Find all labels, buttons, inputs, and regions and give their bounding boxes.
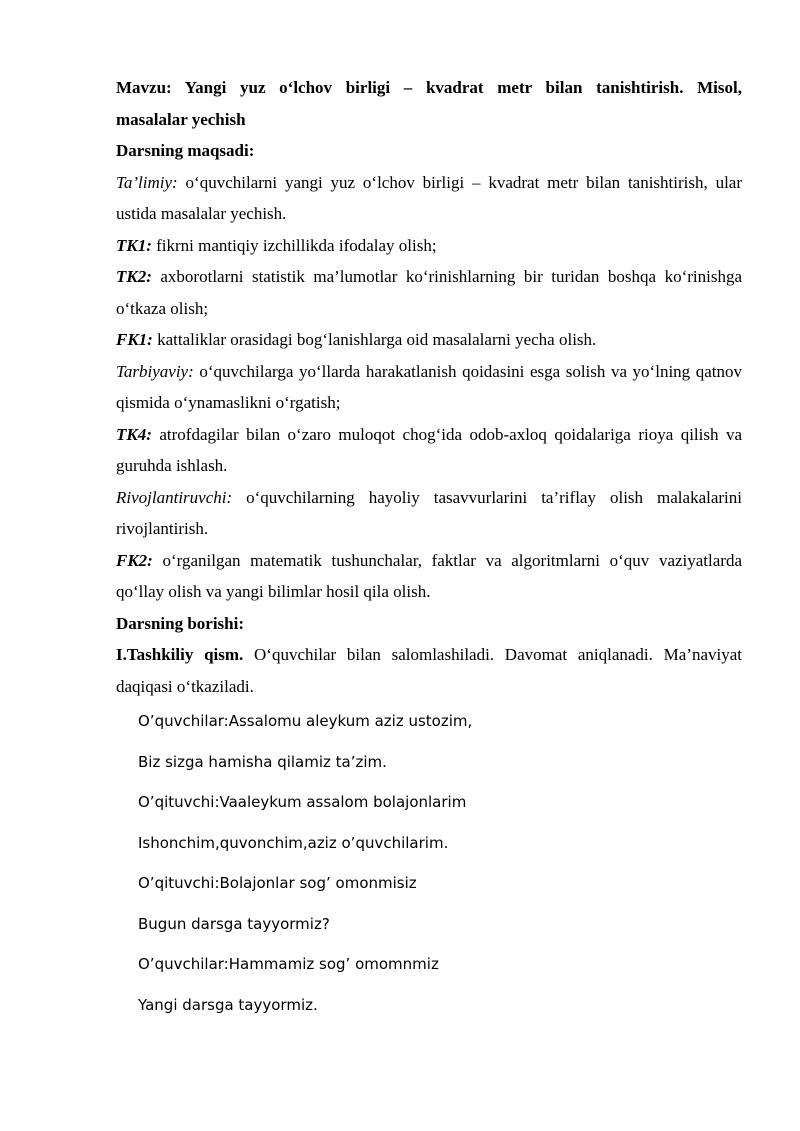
- goal-label: TK4:: [116, 424, 152, 444]
- goal-label: Rivojlantiruvchi:: [116, 487, 233, 507]
- goal-label: Ta’limiy:: [116, 172, 178, 192]
- goal-text: atrofdagilar bilan o‘zaro muloqot chog‘ida odob-axloq qoidalariga rioya qilish va guruhda ishlash.: [116, 424, 742, 475]
- goal-label: TK1:: [116, 235, 152, 255]
- goal-text: o‘quvchilarni yangi yuz o‘lchov birligi – kvadrat metr bilan tanishtirish, ular ustida masalalar yechish.: [116, 172, 742, 223]
- greeting-dialog: [116, 708, 742, 1032]
- goal-text: fikrni mantiqiy izchillikda ifodalay olish;: [151, 235, 437, 255]
- goal-tk2: [116, 261, 742, 324]
- goal-fk1: [116, 324, 742, 356]
- dialog-line: O’quvchilar:Hammamiz sog’ omomnmiz: [138, 955, 439, 973]
- dialog-line: Bugun darsga tayyormiz?: [138, 914, 330, 933]
- dialog-line: Ishonchim,quvonchim,aziz o’quvchilarim.: [138, 833, 449, 852]
- dialog-line: Biz sizga hamisha qilamiz ta’zim.: [138, 752, 387, 771]
- dialog-line: Yangi darsga tayyormiz.: [138, 995, 318, 1014]
- goal-developmental: [116, 482, 742, 545]
- lesson-title-line2: masalalar yechish: [116, 109, 246, 129]
- goal-tk1: [116, 230, 742, 262]
- goal-upbringing: [116, 356, 742, 419]
- document-page: [116, 72, 742, 1032]
- dialog-line: O’quvchilar:Assalomu aleykum aziz ustozim,: [138, 712, 473, 730]
- process-heading: Darsning borishi:: [116, 613, 244, 633]
- goal-text: o‘quvchilarga yo‘llarda harakatlanish qoidasini esga solish va yo‘lning qatnov qismida o‘ynamaslikni o‘rgatish;: [116, 361, 742, 412]
- goal-text: kattaliklar orasidagi bog‘lanishlarga oid masalalarni yecha olish.: [152, 330, 597, 349]
- goal-heading: Darsning maqsadi:: [116, 141, 255, 160]
- org-part-label: I.Tashkiliy qism.: [116, 645, 244, 664]
- goal-label: TK2:: [116, 267, 152, 286]
- goal-label: FK1:: [116, 330, 153, 349]
- goal-text: o‘rganilgan matematik tushunchalar, faktlar va algoritmlarni o‘quv vaziyatlarda qo‘llay olish va yangi bilimlar hosil qila olish.: [116, 550, 742, 601]
- goal-label: Tarbiyaviy:: [116, 361, 194, 381]
- goal-fk2: [116, 545, 742, 608]
- org-part-text: O‘quvchilar bilan salomlashiladi. Davomat aniqlanadi. Ma’naviyat daqiqasi o‘tkaziladi.: [116, 645, 742, 696]
- goal-text: o‘quvchilarning hayoliy tasavvurlarini ta’riflay olish malakalarini rivojlantirish.: [116, 487, 742, 538]
- goal-label: FK2:: [116, 550, 153, 570]
- org-part: [116, 639, 742, 702]
- goal-tk4: [116, 419, 742, 482]
- goal-educational: [116, 167, 742, 230]
- lesson-title-line1: Mavzu: Yangi yuz o‘lchov birligi – kvadrat metr bilan tanishtirish. Misol,: [116, 78, 742, 97]
- dialog-line: O’qituvchi:Vaaleykum assalom bolajonlarim: [138, 793, 467, 811]
- dialog-line: O’qituvchi:Bolajonlar sog’ omonmisiz: [138, 874, 417, 892]
- goal-text: axborotlarni statistik ma’lumotlar ko‘rinishlarning bir turidan boshqa ko‘rinishga o‘tkaza olish;: [116, 267, 742, 318]
